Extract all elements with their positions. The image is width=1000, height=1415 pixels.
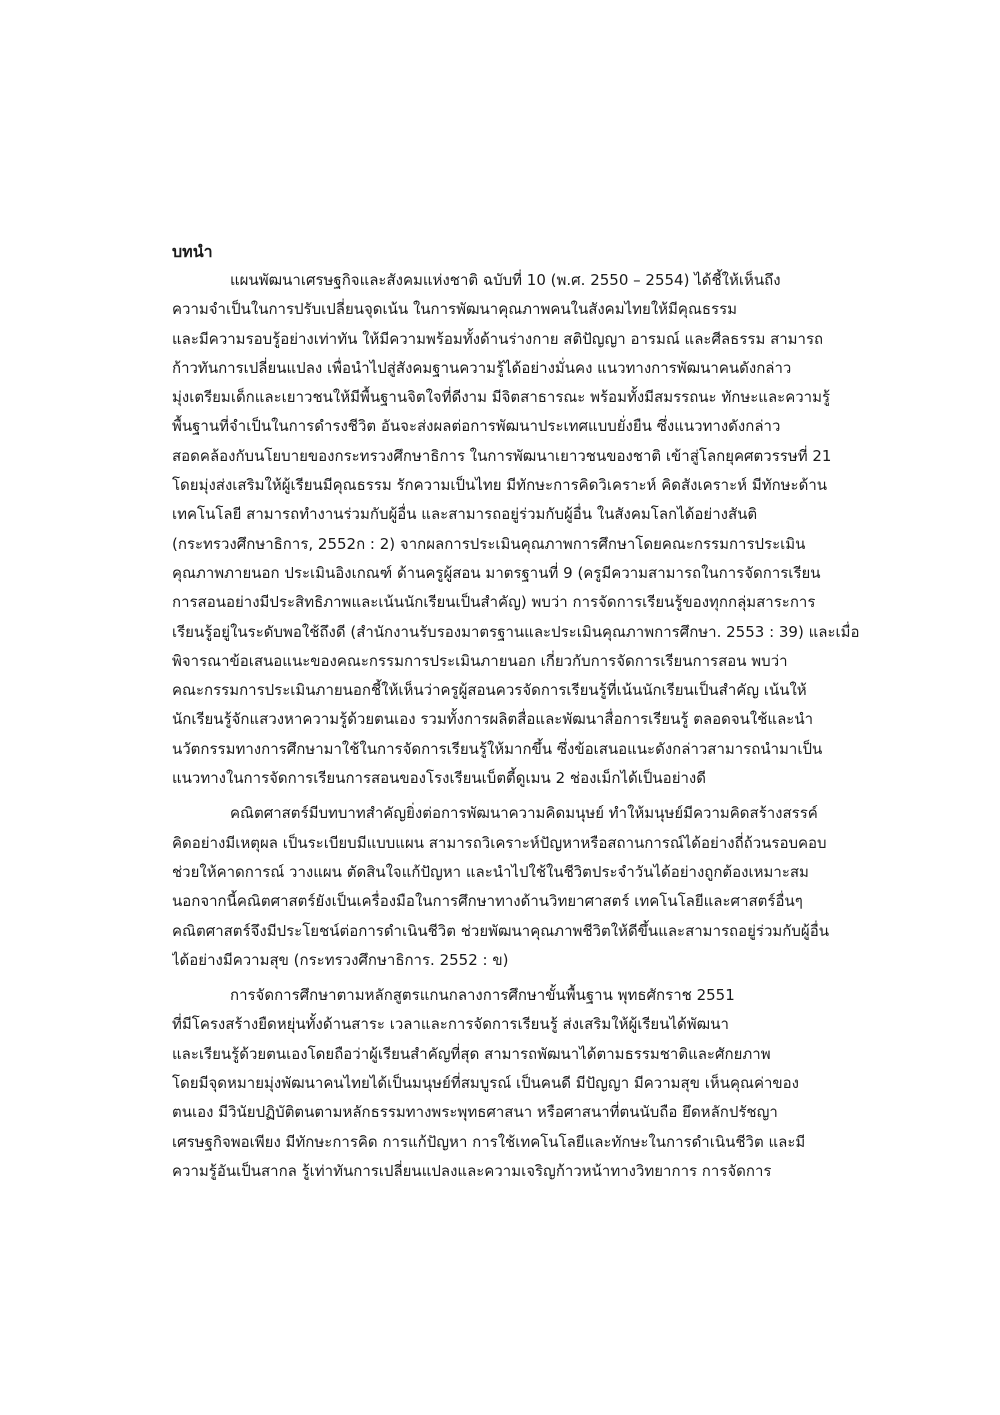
document-body [172,238,886,1192]
paragraph-line: แผนพัฒนาเศรษฐกิจและสังคมแห่งชาติ ฉบับที่ 10 (พ.ศ. 2550 – 2554) ได้ชี้ให้เห็นถึง [230,271,781,289]
paragraph-line: ได้อย่างมีความสุข (กระทรวงศึกษาธิการ. 2552 : ข) [172,950,509,969]
paragraph-line: การจัดการศึกษาตามหลักสูตรแกนกลางการศึกษาขั้นพื้นฐาน พุทธศักราช 2551 [230,986,735,1005]
paragraph-line: นอกจากนี้คณิตศาสตร์ยังเป็นเครื่องมือในการศึกษาทางด้านวิทยาศาสตร์ เทคโนโลยีและศาสตร์อื่นๆ [172,892,803,911]
paragraph-line: คณิตศาสตร์จึงมีประโยชน์ต่อการดำเนินชีวิต ช่วยพัฒนาคุณภาพชีวิตให้ดีขึ้นและสามารถอยู่ร่วมกับผู้อื่น [172,921,829,940]
section-heading: บทนำ [172,242,213,261]
paragraph-line: ที่มีโครงสร้างยืดหยุ่นทั้งด้านสาระ เวลาและการจัดการเรียนรู้ ส่งเสริมให้ผู้เรียนได้พัฒนา [172,1015,729,1034]
paragraph-line: ช่วยให้คาดการณ์ วางแผน ตัดสินใจแก้ปัญหา และนำไปใช้ในชีวิตประจำวันได้อย่างถูกต้องเหมาะสม [172,862,809,881]
paragraph [172,981,886,1186]
paragraph-line: และมีความรอบรู้อย่างเท่าทัน ให้มีความพร้อมทั้งด้านร่างกาย สติปัญญา อารมณ์ และศีลธรรม สามารถ [172,329,824,348]
paragraph-line: นักเรียนรู้จักแสวงหาความรู้ด้วยตนเอง รวมทั้งการผลิตสื่อและพัฒนาสื่อการเรียนรู้ ตลอดจนใช้และนำ [172,710,814,729]
paragraph-list [172,266,886,1186]
paragraph-line: เรียนรู้อยู่ในระดับพอใช้ถึงดี (สำนักงานรับรองมาตรฐานและประเมินคุณภาพการศึกษา. 2553 : 39) และเมื่อ [172,622,860,641]
paragraph-line: สอดคล้องกับนโยบายของกระทรวงศึกษาธิการ ในการพัฒนาเยาวชนของชาติ เข้าสู่โลกยุคศตวรรษที่ 21 [172,446,832,465]
paragraph [172,799,886,975]
paragraph-line: พิจารณาข้อเสนอแนะของคณะกรรมการประเมินภายนอก เกี่ยวกับการจัดการเรียนการสอน พบว่า [172,651,788,670]
paragraph-line: พื้นฐานที่จำเป็นในการดำรงชีวิต อันจะส่งผลต่อการพัฒนาประเทศแบบยั่งยืน ซึ่งแนวทางดังกล่าว [172,417,781,436]
paragraph-line: แนวทางในการจัดการเรียนการสอนของโรงเรียนเบ็ตตี้ดูเมน 2 ช่องเม็กได้เป็นอย่างดี [172,769,706,788]
paragraph-line: คณะกรรมการประเมินภายนอกชี้ให้เห็นว่าครูผู้สอนควรจัดการเรียนรู้ที่เน้นนักเรียนเป็นสำคัญ เน้นให้ [172,681,807,700]
paragraph [172,266,886,793]
paragraph-line: เศรษฐกิจพอเพียง มีทักษะการคิด การแก้ปัญหา การใช้เทคโนโลยีและทักษะในการดำเนินชีวิต และมี [172,1132,806,1151]
paragraph-line: คิดอย่างมีเหตุผล เป็นระเบียบมีแบบแผน สามารถวิเคราะห์ปัญหาหรือสถานการณ์ได้อย่างถี่ถ้วนรอบคอบ [172,833,827,852]
paragraph-line: ก้าวทันการเปลี่ยนแปลง เพื่อนำไปสู่สังคมฐานความรู้ได้อย่างมั่นคง แนวทางการพัฒนาคนดังกล่าว [172,358,792,377]
paragraph-line: คุณภาพภายนอก ประเมินอิงเกณฑ์ ด้านครูผู้สอน มาตรฐานที่ 9 (ครูมีความสามารถในการจัดการเรียน [172,563,821,582]
paragraph-line: ตนเอง มีวินัยปฏิบัติตนตามหลักธรรมทางพระพุทธศาสนา หรือศาสนาที่ตนนับถือ ยึดหลักปรัชญา [172,1103,778,1122]
paragraph-line: โดยมีจุดหมายมุ่งพัฒนาคนไทยได้เป็นมนุษย์ที่สมบูรณ์ เป็นคนดี มีปัญญา มีความสุข เห็นคุณค่าของ [172,1074,799,1093]
paragraph-line: มุ่งเตรียมเด็กและเยาวชนให้มีพื้นฐานจิตใจที่ดีงาม มีจิตสาธารณะ พร้อมทั้งมีสมรรถนะ ทักษะและความรู้ [172,388,831,407]
paragraph-line: (กระทรวงศึกษาธิการ, 2552ก : 2) จากผลการประเมินคุณภาพการศึกษาโดยคณะกรรมการประเมิน [172,534,806,553]
paragraph-line: ความรู้อันเป็นสากล รู้เท่าทันการเปลี่ยนแปลงและความเจริญก้าวหน้าทางวิทยาการ การจัดการ [172,1161,772,1180]
paragraph-line: โดยมุ่งส่งเสริมให้ผู้เรียนมีคุณธรรม รักความเป็นไทย มีทักษะการคิดวิเคราะห์ คิดสังเคราะห์ มีทักษะด้าน [172,476,828,495]
paragraph-line: คณิตศาสตร์มีบทบาทสำคัญยิ่งต่อการพัฒนาความคิดมนุษย์ ทำให้มนุษย์มีความคิดสร้างสรรค์ [230,804,818,823]
paragraph-line: การสอนอย่างมีประสิทธิภาพและเน้นนักเรียนเป็นสำคัญ) พบว่า การจัดการเรียนรู้ของทุกกลุ่มสาระการ [172,593,816,612]
paragraph-line: เทคโนโลยี สามารถทำงานร่วมกับผู้อื่น และสามารถอยู่ร่วมกับผู้อื่น ในสังคมโลกได้อย่างสันติ [172,505,758,524]
paragraph-line: นวัตกรรมทางการศึกษามาใช้ในการจัดการเรียนรู้ให้มากขึ้น ซึ่งข้อเสนอแนะดังกล่าวสามารถนำมาเป็น [172,739,823,758]
paragraph-line: และเรียนรู้ด้วยตนเองโดยถือว่าผู้เรียนสำคัญที่สุด สามารถพัฒนาได้ตามธรรมชาติและศักยภาพ [172,1044,771,1063]
paragraph-line: ความจำเป็นในการปรับเปลี่ยนจุดเน้น ในการพัฒนาคุณภาพคนในสังคมไทยให้มีคุณธรรม [172,300,738,319]
